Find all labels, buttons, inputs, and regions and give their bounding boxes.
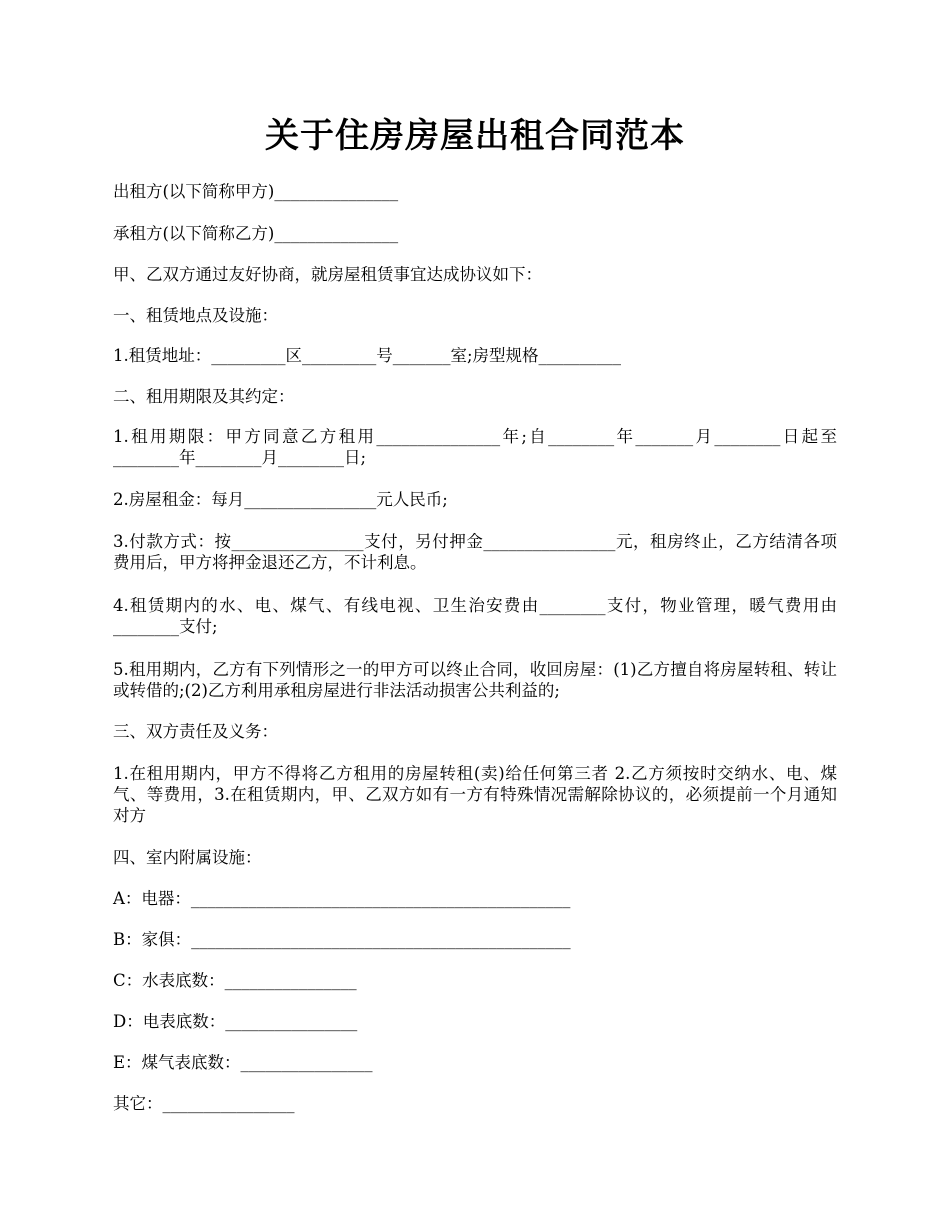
document-title: 关于住房房屋出租合同范本	[265, 116, 685, 156]
lease-term-clause: 1.租用期限：甲方同意乙方租用_______________年;自________年_______月________日起至________年________月________日;	[113, 427, 837, 467]
payment-clause: 3.付款方式：按________________支付，另付押金________________元，租房终止，乙方结清各项费用后，甲方将押金退还乙方，不计利息。	[113, 532, 837, 572]
other-line: 其它：________________	[113, 1094, 295, 1113]
section-4-heading: 四、室内附属设施：	[113, 848, 262, 867]
electric-meter-line: D：电表底数：________________	[113, 1012, 358, 1031]
section-2-heading: 二、租用期限及其约定：	[113, 387, 295, 406]
termination-clause: 5.租用期内，乙方有下列情形之一的甲方可以终止合同，收回房屋：(1)乙方擅自将房屋转租、转让或转借的;(2)乙方利用承租房屋进行非法活动损害公共利益的;	[113, 660, 837, 700]
lease-address-clause: 1.租赁地址：_________区_________号_______室;房型规格__________	[113, 346, 622, 365]
gas-meter-line: E：煤气表底数：________________	[113, 1053, 373, 1072]
utilities-clause: 4.租赁期内的水、电、煤气、有线电视、卫生治安费由________支付，物业管理，暖气费用由________支付;	[113, 596, 837, 636]
rent-clause: 2.房屋租金：每月________________元人民币;	[113, 490, 448, 509]
party-b-line: 承租方(以下简称乙方)_______________	[113, 224, 399, 243]
agreement-intro: 甲、乙双方通过友好协商，就房屋租赁事宜达成协议如下：	[113, 265, 542, 284]
furniture-line: B：家俱：______________________________________________	[113, 930, 571, 949]
water-meter-line: C：水表底数：________________	[113, 971, 357, 990]
appliances-line: A：电器：______________________________________________	[113, 889, 571, 908]
party-a-line: 出租方(以下简称甲方)_______________	[113, 182, 399, 201]
responsibilities-clause: 1.在租用期内，甲方不得将乙方租用的房屋转租(卖)给任何第三者 2.乙方须按时交纳水、电、煤气、等费用，3.在租赁期内，甲、乙双方如有一方有特殊情况需解除协议的，必须提前一个月通知对方	[113, 764, 837, 825]
section-3-heading: 三、双方责任及义务：	[113, 722, 278, 741]
section-1-heading: 一、租赁地点及设施：	[113, 306, 278, 325]
